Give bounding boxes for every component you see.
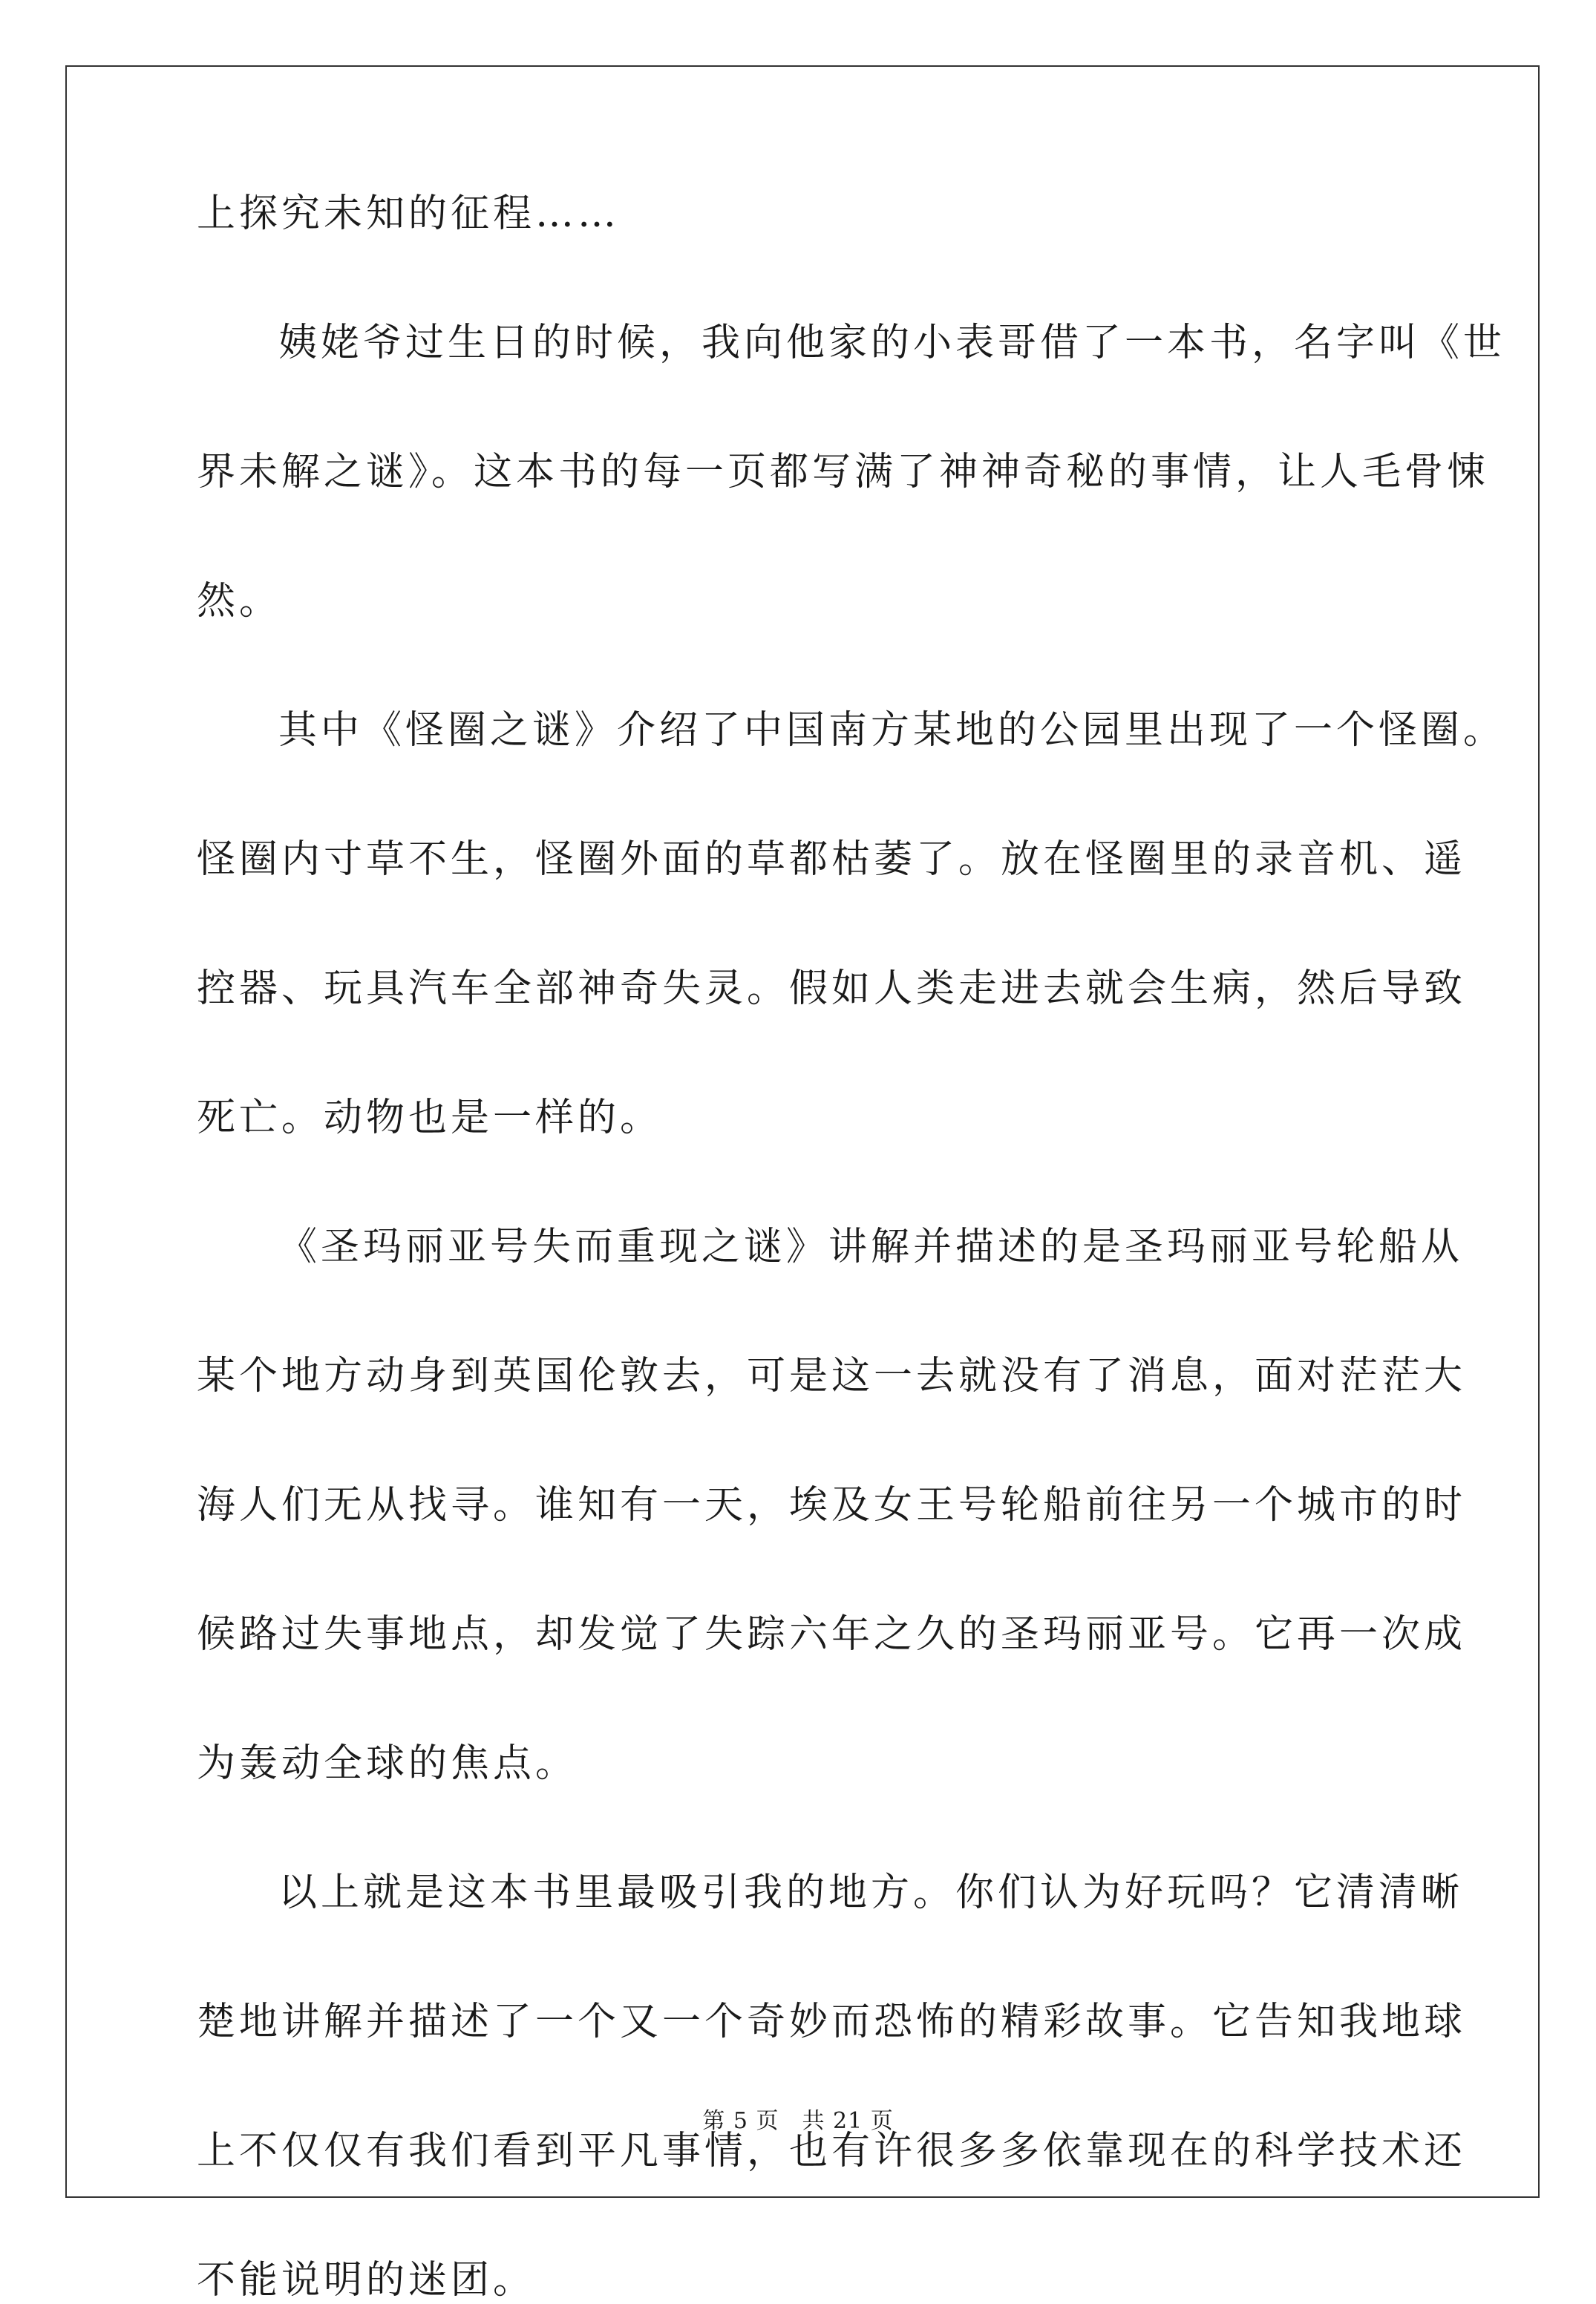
- text-line: 然。: [197, 579, 282, 624]
- text-line: 候路过失事地点，却发觉了失踪六年之久的圣玛丽亚号。它再一次成: [197, 1612, 1467, 1657]
- text-line: 《圣玛丽亚号失而重现之谜》讲解并描述的是圣玛丽亚号轮船从: [278, 1225, 1464, 1269]
- page-number-footer: 第 5 页 共 21 页: [702, 2108, 894, 2134]
- text-line: 楚地讲解并描述了一个又一个奇妙而恐怖的精彩故事。它告知我地球: [197, 2000, 1467, 2044]
- text-line: 某个地方动身到英国伦敦去，可是这一去就没有了消息，面对茫茫大: [197, 1354, 1467, 1398]
- text-line: 控器、玩具汽车全部神奇失灵。假如人类走进去就会生病，然后导致: [197, 966, 1467, 1011]
- text-line: 海人们无从找寻。谁知有一天，埃及女王号轮船前往另一个城市的时: [197, 1483, 1467, 1528]
- text-line: 以上就是这本书里最吸引我的地方。你们认为好玩吗？它清清晰: [278, 1871, 1464, 1915]
- text-line: 姨姥爷过生日的时候，我向他家的小表哥借了一本书，名字叫《世: [278, 321, 1506, 365]
- text-line: 上探究未知的征程……: [197, 192, 621, 236]
- text-line: 界未解之谜》。这本书的每一页都写满了神神奇秘的事情，让人毛骨悚: [197, 450, 1490, 494]
- text-line: 为轰动全球的焦点。: [197, 1741, 578, 1786]
- text-line: 上不仅仅有我们看到平凡事情，也有许很多多依靠现在的科学技术还: [197, 2129, 1467, 2173]
- text-line: 不能说明的迷团。: [197, 2258, 536, 2303]
- text-line: 怪圈内寸草不生，怪圈外面的草都枯萎了。放在怪圈里的录音机、遥: [197, 837, 1467, 882]
- text-line: 死亡。动物也是一样的。: [197, 1096, 663, 1140]
- text-line: 其中《怪圈之谜》介绍了中国南方某地的公园里出现了一个怪圈。: [278, 708, 1506, 753]
